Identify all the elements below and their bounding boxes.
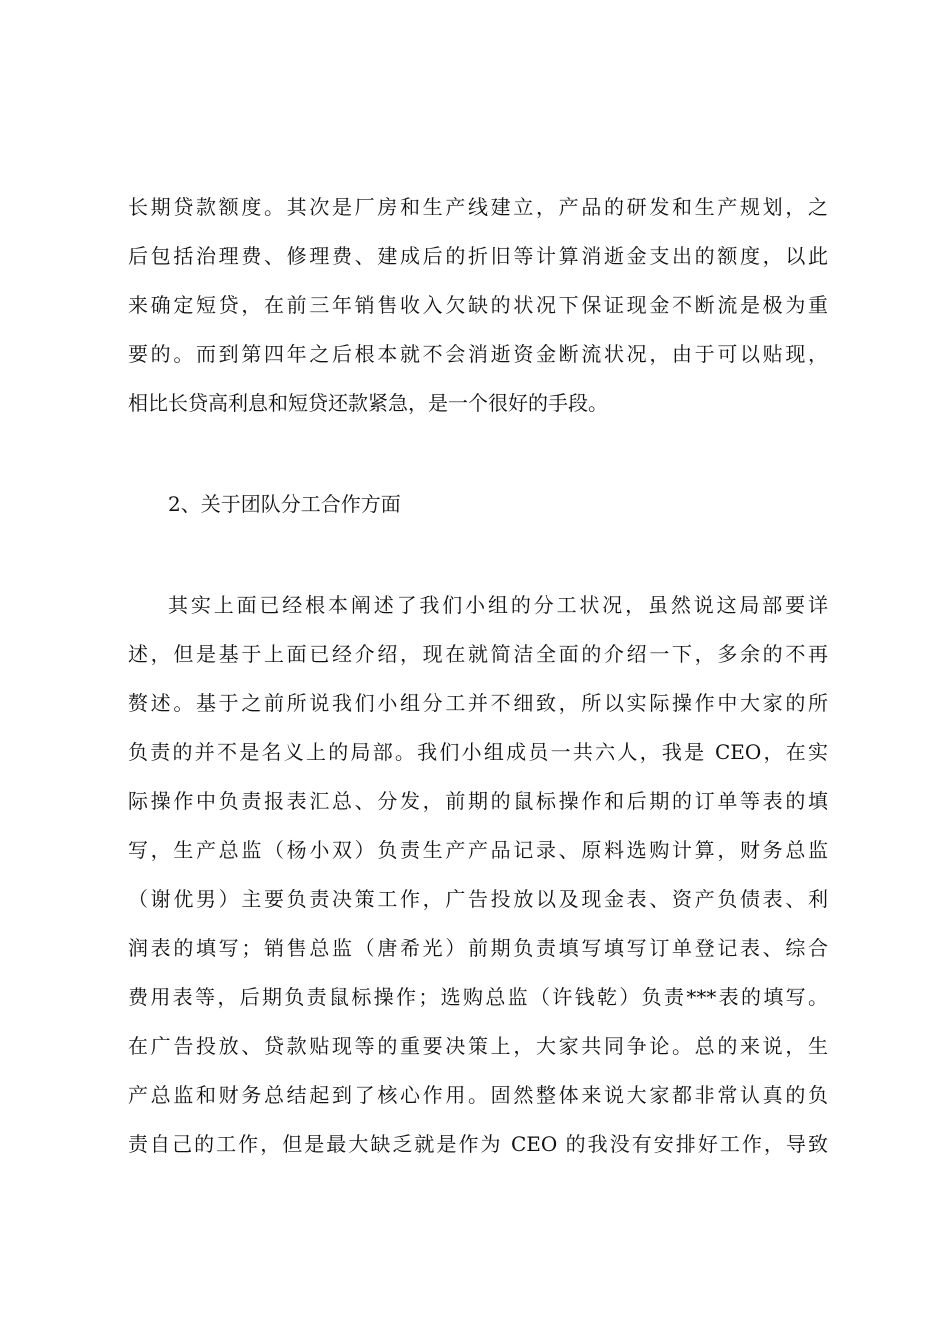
- paragraph-1-line: 要的。而到第四年之后根本就不会消逝资金断流状况，由于可以贴现，: [128, 342, 828, 366]
- paragraph-1-line: 后包括治理费、修理费、建成后的折旧等计算消逝金支出的额度，以此: [128, 244, 828, 268]
- paragraph-2-line: 际操作中负责报表汇总、分发，前期的鼠标操作和后期的订单等表的填: [128, 789, 828, 813]
- section-heading: 2、关于团队分工合作方面: [168, 492, 401, 516]
- paragraph-2-line: 产总监和财务总结起到了核心作用。固然整体来说大家都非常认真的负: [128, 1083, 828, 1107]
- paragraph-2-line: 赘述。基于之前所说我们小组分工并不细致，所以实际操作中大家的所: [128, 691, 828, 715]
- paragraph-2-line: （谢优男）主要负责决策工作，广告投放以及现金表、资产负债表、利: [128, 887, 828, 911]
- paragraph-2-line: 其实上面已经根本阐述了我们小组的分工状况，虽然说这局部要详: [168, 593, 828, 617]
- paragraph-2-line: 负责的并不是名义上的局部。我们小组成员一共六人，我是 CEO，在实: [128, 740, 828, 764]
- paragraph-2-line: 费用表等，后期负责鼠标操作；选购总监（许钱乾）负责***表的填写。: [128, 985, 828, 1009]
- paragraph-2-line: 润表的填写；销售总监（唐希光）前期负责填写填写订单登记表、综合: [128, 936, 828, 960]
- paragraph-2-line: 在广告投放、贷款贴现等的重要决策上，大家共同争论。总的来说，生: [128, 1034, 828, 1058]
- paragraph-2-line: 写，生产总监（杨小双）负责生产产品记录、原料选购计算，财务总监: [128, 838, 828, 862]
- paragraph-2-line: 述，但是基于上面已经介绍，现在就简洁全面的介绍一下，多余的不再: [128, 642, 828, 666]
- paragraph-1-line: 相比长贷高利息和短贷还款紧急，是一个很好的手段。: [128, 391, 608, 415]
- paragraph-2-line: 责自己的工作，但是最大缺乏就是作为 CEO 的我没有安排好工作，导致: [128, 1132, 828, 1156]
- paragraph-1-line: 来确定短贷，在前三年销售收入欠缺的状况下保证现金不断流是极为重: [128, 293, 828, 317]
- paragraph-1-line: 长期贷款额度。其次是厂房和生产线建立，产品的研发和生产规划，之: [128, 195, 828, 219]
